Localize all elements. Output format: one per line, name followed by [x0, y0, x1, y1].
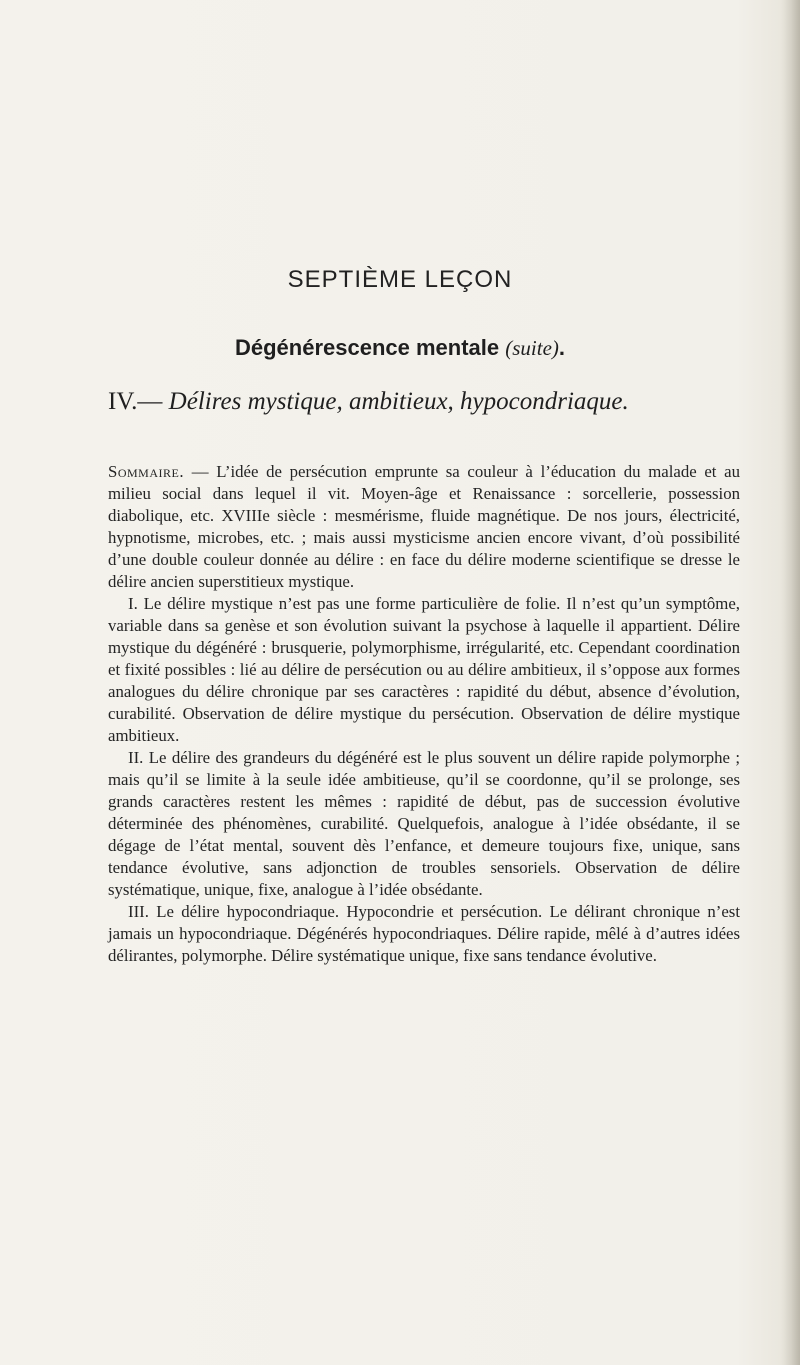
lesson-title: SEPTIÈME LEÇON [287, 266, 513, 293]
summary-paragraph-3: III. Le délire hypocondriaque. Hypocondrie et persécution. Le délirant chronique n’est jamais un hypocondriaque. Dégénérés hypocondriaques. Délire rapide, mêlé à d’autres idées délirantes, polymorphe. Délire systématique unique, fixe sans tendance évolutive. [108, 902, 740, 965]
summary-intro-text: — L’idée de persécution emprunte sa couleur à l’éducation du malade et au milieu social dans lequel il vit. Moyen-âge et Renaissance : sorcellerie, possession diabolique, etc. XVIIIe siècle : mesmérisme, fluide magnétique. De nos jours, électricité, hypnotisme, microbes, etc. ; mais aussi mysticisme ancien encore vivant, d’où possibilité d’une double couleur donnée au délire : en face du délire moderne scientifique se dresse le délire ancien superstitieux mystique. [108, 462, 740, 591]
page-edge-shadow [780, 0, 800, 1365]
summary-lead: Sommaire. [108, 462, 185, 481]
summary-intro-paragraph [108, 461, 740, 593]
summary-paragraph-2: II. Le délire des grandeurs du dégénéré est le plus souvent un délire rapide polymorphe ; mais qu’il se limite à la seule idée ambitieuse, qu’il se coordonne, qu’il se prolonge, ses grands caractères restent les mêmes : rapidité de début, pas de succession évolutive déterminée des phénomènes, curabilité. Quelquefois, analogue à l’idée obsédante, il se dégage de l’état mental, souvent dès l’enfance, et demeure toujours fixe, unique, sans tendance évolutive, sans adjonction de troubles sensoriels. Observation de délire systématique, unique, fixe, analogue à l’idée obsédante. [108, 748, 740, 899]
section-title: Délires mystique, ambitieux, hypocondriaque. [168, 388, 629, 415]
summary-block [108, 461, 740, 967]
subject-main: Dégénérescence mentale [234, 335, 506, 360]
subject-note: (suite) [505, 336, 559, 360]
subject-heading [0, 335, 800, 361]
summary-paragraph-1: I. Le délire mystique n’est pas une forme particulière de folie. Il n’est qu’un symptôme, variable dans sa genèse et son évolution suivant la psychose à laquelle il appartient. Délire mystique du dégénéré : brusquerie, polymorphisme, irrégularité, etc. Cependant coordination et fixité possibles : lié au délire de persécution ou au délire ambitieux, il s’oppose aux formes analogues du délire chronique par ses caractères : rapidité du début, absence d’évolution, curabilité. Observation de délire mystique du persécution. Observation de délire mystique ambitieux. [108, 594, 740, 745]
subject-end: . [558, 335, 566, 360]
section-number: IV.— [108, 388, 169, 415]
section-heading [108, 388, 748, 416]
